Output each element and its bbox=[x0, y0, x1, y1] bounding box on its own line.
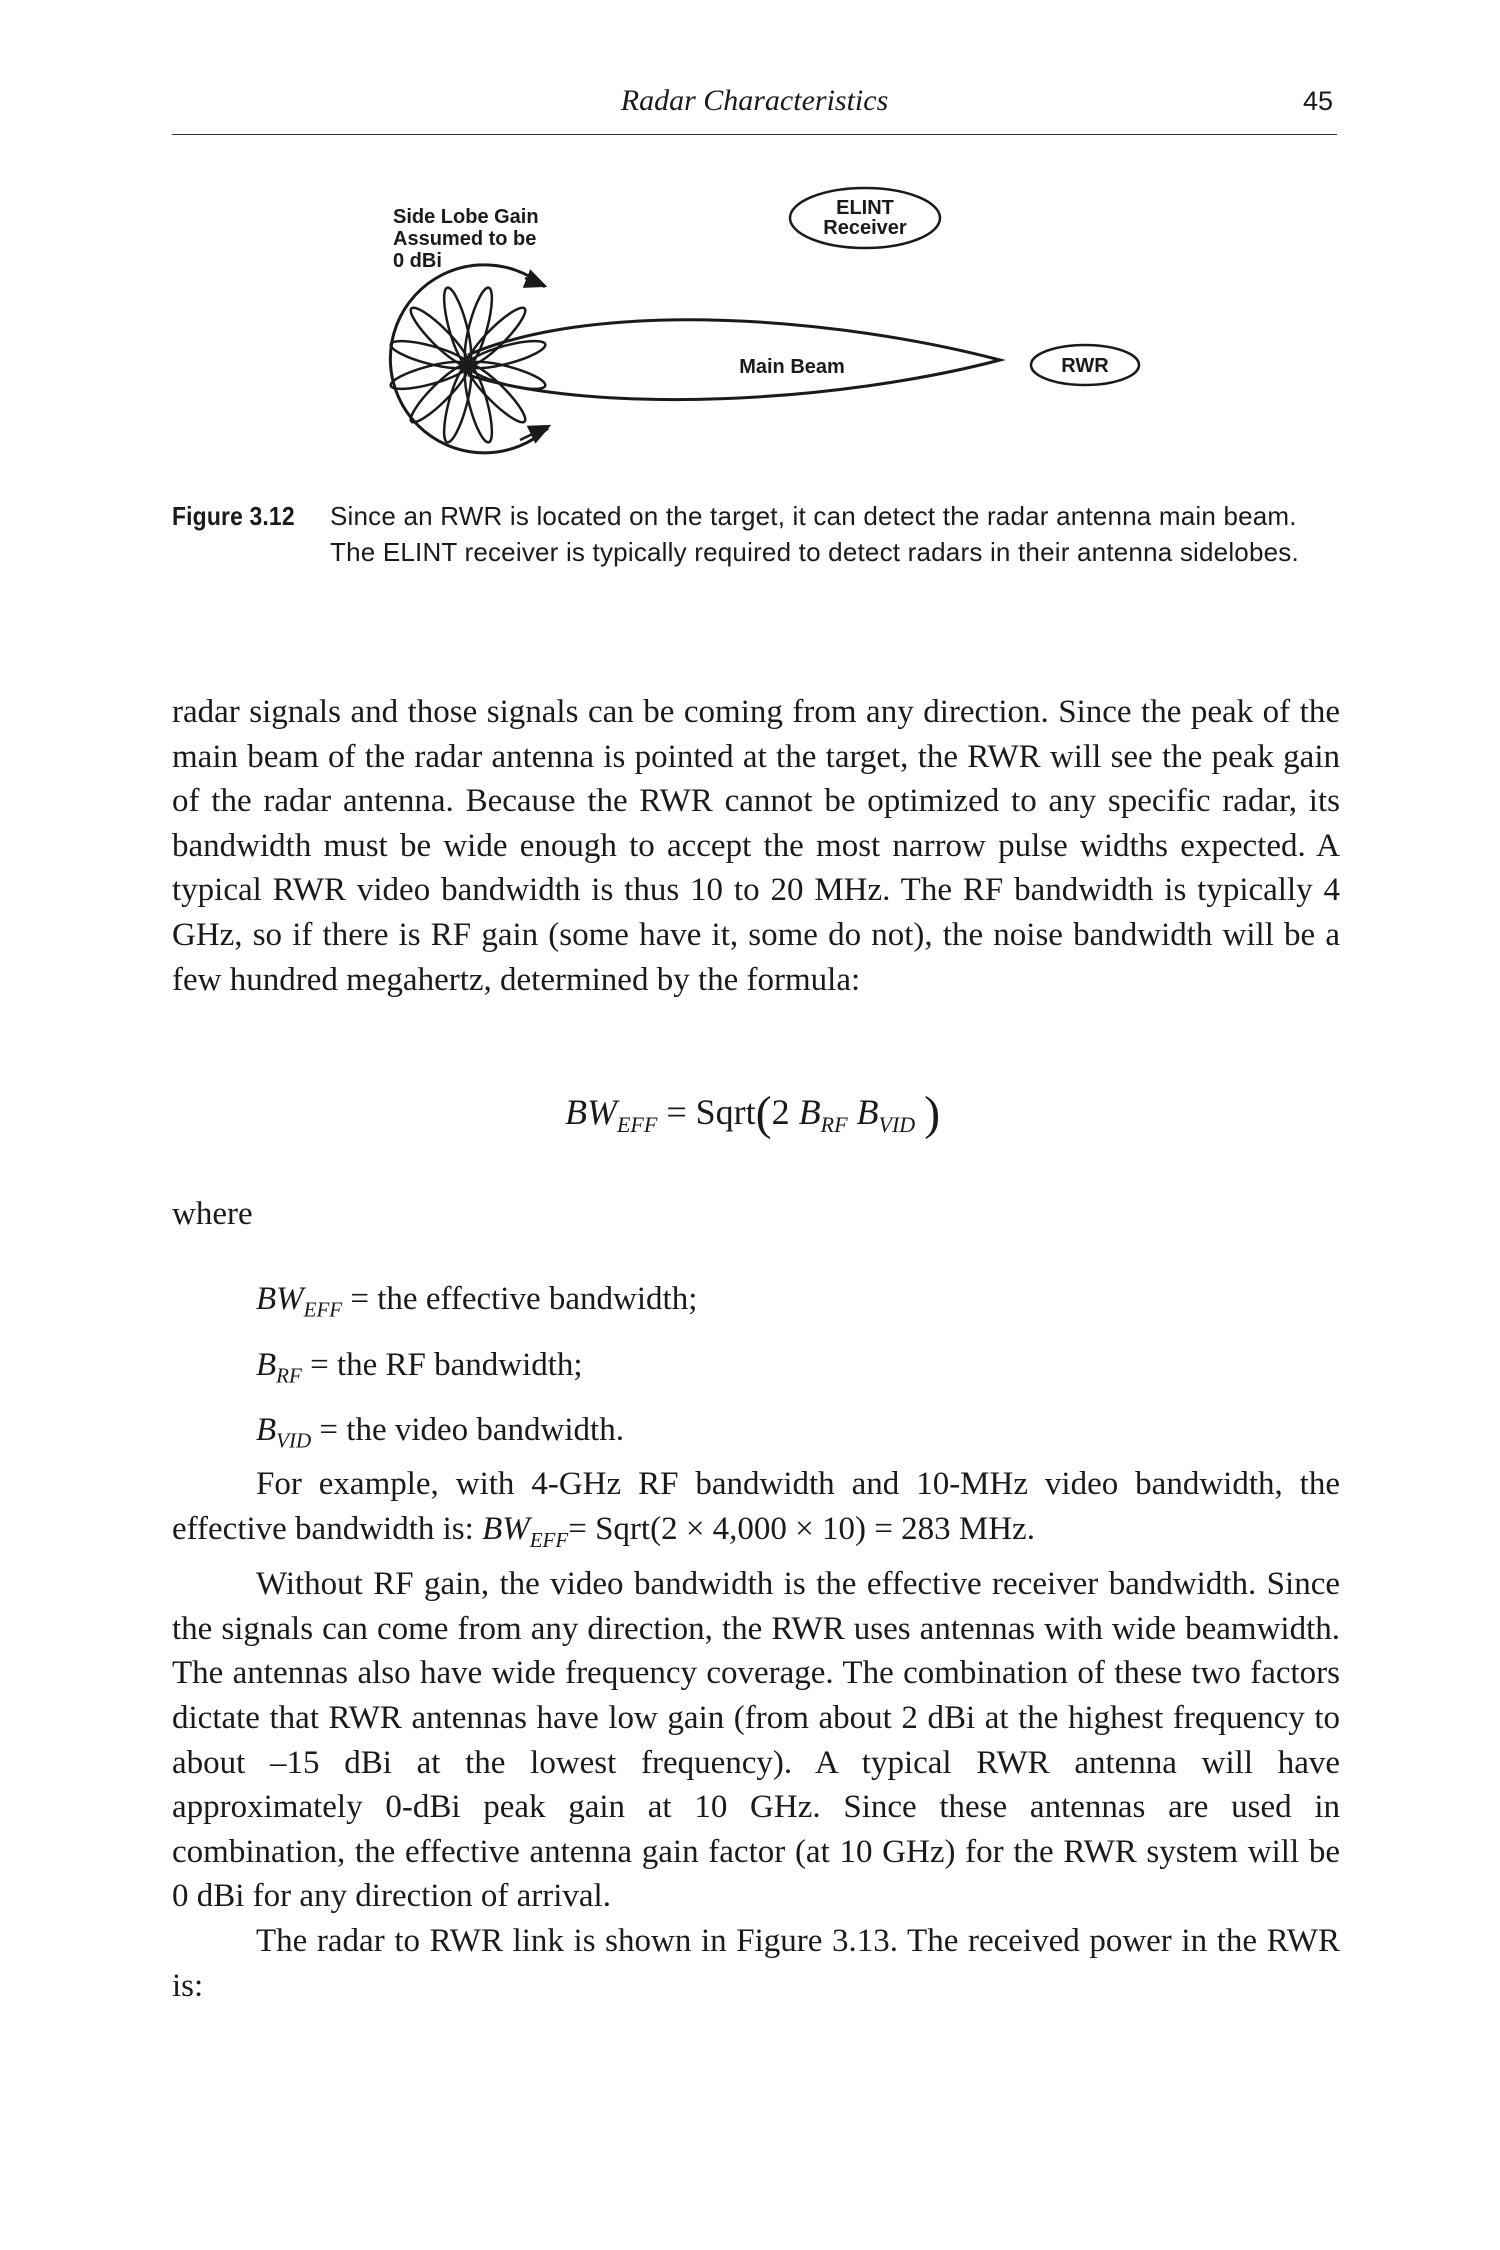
running-title: Radar Characteristics bbox=[620, 84, 889, 117]
figure-caption bbox=[172, 498, 1342, 570]
paragraph-2-subscript: EFF bbox=[529, 1527, 569, 1552]
radar-beam-diagram bbox=[300, 178, 1180, 498]
def-subscript: VID bbox=[276, 1428, 312, 1453]
eq-close-paren: ) bbox=[924, 1087, 941, 1140]
body-paragraphs bbox=[172, 1462, 1340, 2008]
where-label: where bbox=[172, 1196, 253, 1232]
definition-list bbox=[256, 1272, 697, 1469]
figure-3-12 bbox=[300, 178, 1180, 498]
caption-label: Figure 3.12 bbox=[172, 501, 295, 531]
eq-lhs-sub: EFF bbox=[616, 1112, 658, 1138]
running-header bbox=[172, 80, 1337, 135]
side-lobe-petals bbox=[388, 285, 547, 444]
eq-b-vid: B bbox=[856, 1092, 879, 1132]
def-symbol: B bbox=[256, 1412, 277, 1449]
eq-sqrt: = Sqrt bbox=[657, 1092, 756, 1132]
page-number: 45 bbox=[1302, 86, 1333, 116]
side-lobe-label-line-3: 0 dBi bbox=[393, 250, 442, 272]
main-beam-lobe bbox=[468, 320, 1000, 400]
rwr-label: RWR bbox=[1061, 355, 1109, 377]
def-text: = the RF bandwidth; bbox=[301, 1346, 583, 1383]
def-symbol: B bbox=[256, 1346, 277, 1383]
eq-b-vid-sub: VID bbox=[878, 1112, 916, 1138]
elint-label-line-1: ELINT bbox=[836, 197, 894, 219]
side-lobe-label-line-1: Side Lobe Gain bbox=[393, 206, 539, 228]
definition-item bbox=[256, 1403, 697, 1469]
side-lobe-label-line-2: Assumed to be bbox=[393, 228, 537, 250]
caption-text: Since an RWR is located on the target, it can detect the radar antenna main beam. The ELINT receiver is typically required to detect radars in their antenna sidelobes. bbox=[330, 501, 1299, 567]
def-symbol: BW bbox=[256, 1281, 304, 1317]
paragraph-2-symbol: BW bbox=[482, 1510, 530, 1547]
paragraph-2-start: For example, with 4-GHz RF bandwidth and 10-MHz video bandwidth, the effective bandwidth is: bbox=[172, 1466, 1340, 1547]
eq-lhs: BW bbox=[565, 1092, 617, 1132]
bandwidth-equation bbox=[565, 1086, 940, 1141]
def-subscript: EFF bbox=[303, 1297, 343, 1322]
definition-item bbox=[256, 1272, 697, 1338]
eq-open-paren: ( bbox=[755, 1087, 772, 1140]
main-beam-label: Main Beam bbox=[739, 356, 845, 378]
paragraph-3: Without RF gain, the video bandwidth is the effective receiver bandwidth. Since the signals can come from any direction, the RWR uses antennas with wide beamwidth. The antennas also have wide frequency coverage. The combination of these two factors dictate that RWR antennas have low gain (from about 2 dBi at the highest frequency to about –15 dBi at the lowest frequency). A typical RWR antenna will have approximately 0-dBi peak gain at 10 GHz. Since these antennas are used in combination, the effective antenna gain factor (at 10 GHz) for the RWR system will be 0 dBi for any direction of arrival. bbox=[172, 1566, 1340, 1915]
def-text: = the effective bandwidth; bbox=[342, 1281, 698, 1317]
paragraph-2 bbox=[172, 1462, 1340, 1562]
def-text: = the video bandwidth. bbox=[311, 1412, 624, 1449]
definition-item bbox=[256, 1338, 697, 1404]
eq-b-rf: B bbox=[798, 1092, 821, 1132]
paragraph-1: radar signals and those signals can be coming from any direction. Since the peak of the main beam of the radar antenna is pointed at the target, the RWR will see the peak gain of the radar antenna. Because the RWR cannot be optimized to any specific radar, its bandwidth must be wide enough to accept the most narrow pulse widths expected. A typical RWR video bandwidth is thus 10 to 20 MHz. The RF bandwidth is typically 4 GHz, so if there is RF gain (some have it, some do not), the noise bandwidth will be a few hundred megahertz, determined by the formula: bbox=[172, 694, 1340, 998]
paragraph-2-end: = Sqrt(2 × 4,000 × 10) = 283 MHz. bbox=[568, 1510, 1035, 1547]
def-subscript: RF bbox=[276, 1363, 302, 1388]
eq-two: 2 bbox=[771, 1092, 799, 1132]
paragraph-4: The radar to RWR link is shown in Figure 3.13. The received power in the RWR is: bbox=[172, 1922, 1340, 2004]
eq-b-rf-sub: RF bbox=[820, 1112, 848, 1138]
elint-label-line-2: Receiver bbox=[823, 217, 907, 239]
